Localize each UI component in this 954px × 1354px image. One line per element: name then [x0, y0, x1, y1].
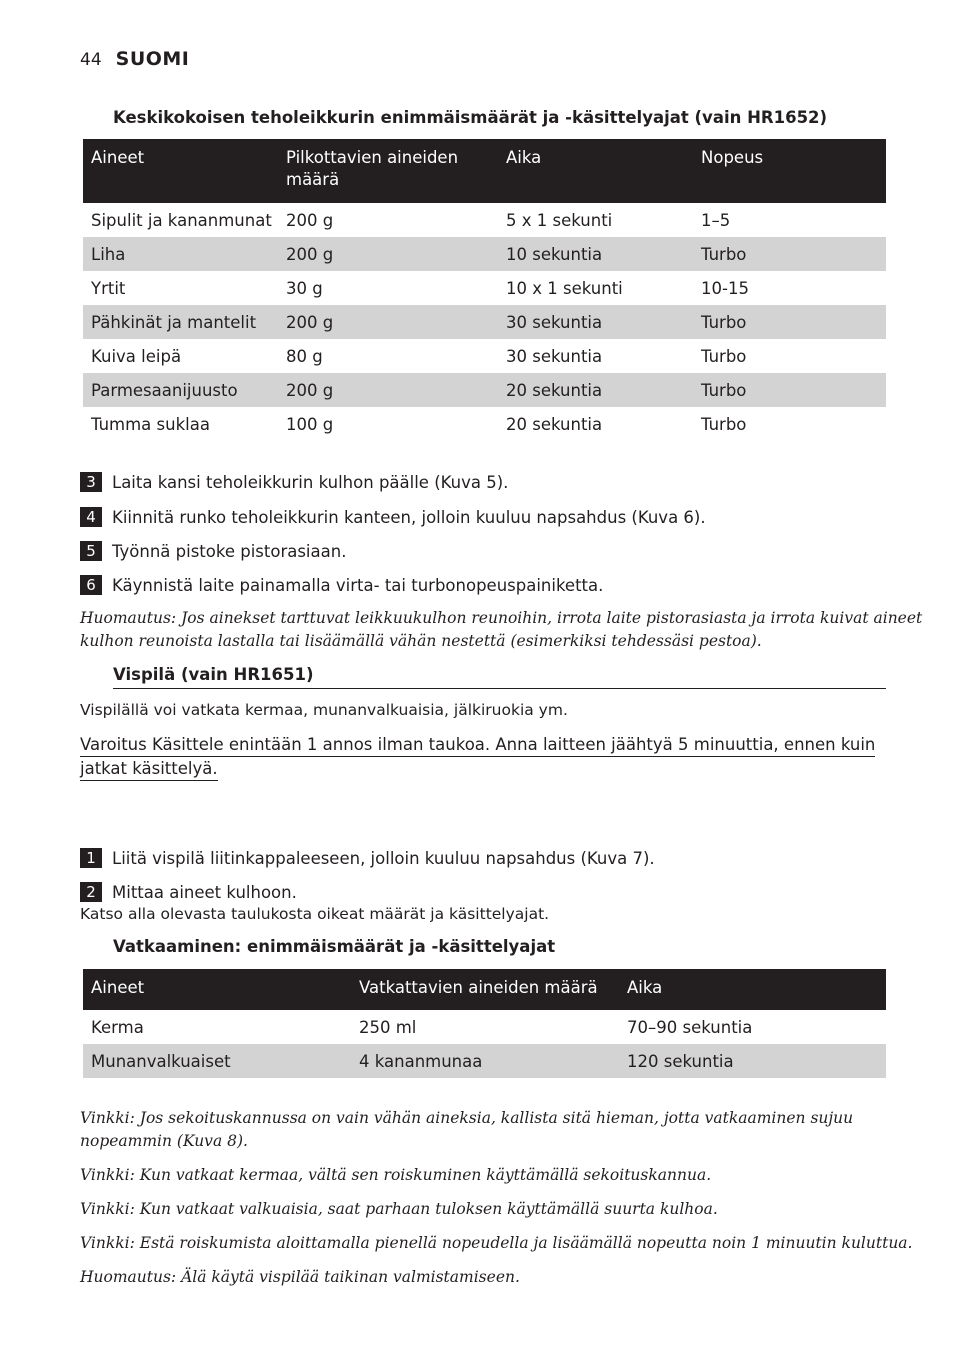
- chopper-table-title: Keskikokoisen teholeikkurin enimmäismäärät ja -käsittelyajat (vain HR1652): [113, 108, 828, 127]
- column-header: Aika: [619, 969, 886, 1010]
- table-cell: Tumma suklaa: [91, 414, 210, 434]
- table-cell: 200 g: [278, 237, 498, 271]
- note-text: kulhon reunoista lastalla tai lisäämällä vähän nestettä (esimerkiksi tehdessäsi pestoa).: [80, 632, 762, 650]
- table-cell: Turbo: [701, 346, 747, 366]
- table-cell: Turbo: [693, 237, 886, 271]
- table-row: [83, 271, 886, 305]
- step-number: 5: [80, 541, 102, 561]
- column-header: Aineet: [83, 139, 278, 203]
- tip-text: Vinkki: Kun vatkaat kermaa, vältä sen roiskuminen käyttämällä sekoituskannua.: [80, 1166, 712, 1184]
- step-number: 2: [80, 882, 102, 902]
- column-header: Pilkottavien aineiden määrä: [278, 139, 498, 203]
- column-header: Aineet: [83, 969, 351, 1010]
- table-cell: Munanvalkuaiset: [83, 1044, 351, 1078]
- table-cell: 10-15: [701, 278, 749, 298]
- table-row: [83, 237, 886, 271]
- whisk-table-title: Vatkaaminen: enimmäismäärät ja -käsittelyajat: [113, 937, 556, 956]
- table-row: [83, 339, 886, 373]
- table-cell: 200 g: [278, 305, 498, 339]
- table-cell: 10 x 1 sekunti: [506, 278, 623, 298]
- page-language: SUOMI: [115, 48, 190, 70]
- page-header: [80, 48, 189, 74]
- table-row: [83, 203, 886, 237]
- column-header: Nopeus: [693, 139, 886, 203]
- step-item: [80, 881, 297, 903]
- step-text: Liitä vispilä liitinkappaleeseen, jolloin kuuluu napsahdus (Kuva 7).: [112, 848, 655, 868]
- table-cell: 120 sekuntia: [619, 1044, 886, 1078]
- table-row: [83, 305, 886, 339]
- whisk-intro: Vispilällä voi vatkata kermaa, munanvalkuaisia, jälkiruokia ym.: [80, 701, 568, 719]
- warning-text: jatkat käsittelyä.: [80, 757, 218, 781]
- table-cell: Parmesaanijuusto: [83, 373, 278, 407]
- step-text: Kiinnitä runko teholeikkurin kanteen, jolloin kuuluu napsahdus (Kuva 6).: [112, 507, 706, 527]
- tip-text: Vinkki: Jos sekoituskannussa on vain vähän aineksia, kallista sitä hieman, jotta vatkaaminen sujuu: [80, 1109, 854, 1127]
- step-item: [80, 847, 655, 869]
- table-cell: 80 g: [286, 346, 323, 366]
- table-cell: 30 sekuntia: [506, 346, 603, 366]
- step-subtext: Katso alla olevasta taulukosta oikeat määrät ja käsittelyajat.: [80, 905, 550, 923]
- step-text: Mittaa aineet kulhoon.: [112, 882, 297, 902]
- step-number: 3: [80, 472, 102, 492]
- column-header: Vatkattavien aineiden määrä: [351, 969, 619, 1010]
- table-cell: Liha: [83, 237, 278, 271]
- table-cell: 100 g: [286, 414, 334, 434]
- warning-line-wrap: [80, 757, 218, 781]
- table-cell: 30 sekuntia: [498, 305, 693, 339]
- table-cell: Kuiva leipä: [91, 346, 182, 366]
- tip-text: Vinkki: Kun vatkaat valkuaisia, saat parhaan tuloksen käyttämällä suurta kulhoa.: [80, 1200, 718, 1218]
- table-row: [83, 373, 886, 407]
- step-item: [80, 574, 603, 596]
- table-cell: 30 g: [286, 278, 323, 298]
- table-cell: 5 x 1 sekunti: [506, 210, 613, 230]
- table-cell: 10 sekuntia: [498, 237, 693, 271]
- table-row: [83, 407, 886, 441]
- table-header-row: [83, 139, 886, 203]
- table-cell: 20 sekuntia: [506, 414, 603, 434]
- step-item: [80, 540, 346, 562]
- column-header: Aika: [498, 139, 693, 203]
- table-cell: Turbo: [701, 414, 747, 434]
- table-cell: Turbo: [693, 373, 886, 407]
- tip-text: nopeammin (Kuva 8).: [80, 1132, 248, 1150]
- step-item: [80, 471, 508, 493]
- step-number: 6: [80, 575, 102, 595]
- table-cell: 4 kananmunaa: [351, 1044, 619, 1078]
- table-cell: Turbo: [693, 305, 886, 339]
- tip-text: Vinkki: Estä roiskumista aloittamalla pienellä nopeudella ja lisäämällä nopeutta noin 1 minuutin kuluttua.: [80, 1234, 913, 1252]
- whisk-table: [83, 969, 886, 1078]
- table-cell: Kerma: [91, 1017, 144, 1037]
- step-item: [80, 506, 706, 528]
- table-cell: 1–5: [701, 210, 731, 230]
- whisk-section-title: Vispilä (vain HR1651): [113, 665, 886, 689]
- table-cell: Sipulit ja kananmunat: [91, 210, 272, 230]
- table-cell: 200 g: [286, 210, 334, 230]
- step-number: 1: [80, 848, 102, 868]
- table-cell: Pähkinät ja mantelit: [83, 305, 278, 339]
- step-text: Käynnistä laite painamalla virta- tai turbonopeuspainiketta.: [112, 575, 604, 595]
- table-row: [83, 1010, 886, 1044]
- page-number: 44: [80, 50, 102, 70]
- table-row: [83, 1044, 886, 1078]
- table-header-row: [83, 969, 886, 1010]
- table-cell: Yrtit: [91, 278, 126, 298]
- warning-line-wrap: [80, 733, 875, 757]
- step-text: Laita kansi teholeikkurin kulhon päälle (Kuva 5).: [112, 472, 509, 492]
- note-text: Huomautus: Jos ainekset tarttuvat leikkuukulhon reunoihin, irrota laite pistorasiasta ja irrota kuivat aineet: [80, 609, 923, 627]
- table-cell: 200 g: [278, 373, 498, 407]
- step-text: Työnnä pistoke pistorasiaan.: [112, 541, 347, 561]
- note-text: Huomautus: Älä käytä vispilää taikinan valmistamiseen.: [80, 1268, 520, 1286]
- warning-text: Varoitus Käsittele enintään 1 annos ilman taukoa. Anna laitteen jäähtyä 5 minuuttia, ennen kuin: [80, 733, 875, 757]
- chopper-table: [83, 139, 886, 441]
- table-cell: 250 ml: [359, 1017, 417, 1037]
- step-number: 4: [80, 507, 102, 527]
- table-cell: 70–90 sekuntia: [627, 1017, 753, 1037]
- table-cell: 20 sekuntia: [498, 373, 693, 407]
